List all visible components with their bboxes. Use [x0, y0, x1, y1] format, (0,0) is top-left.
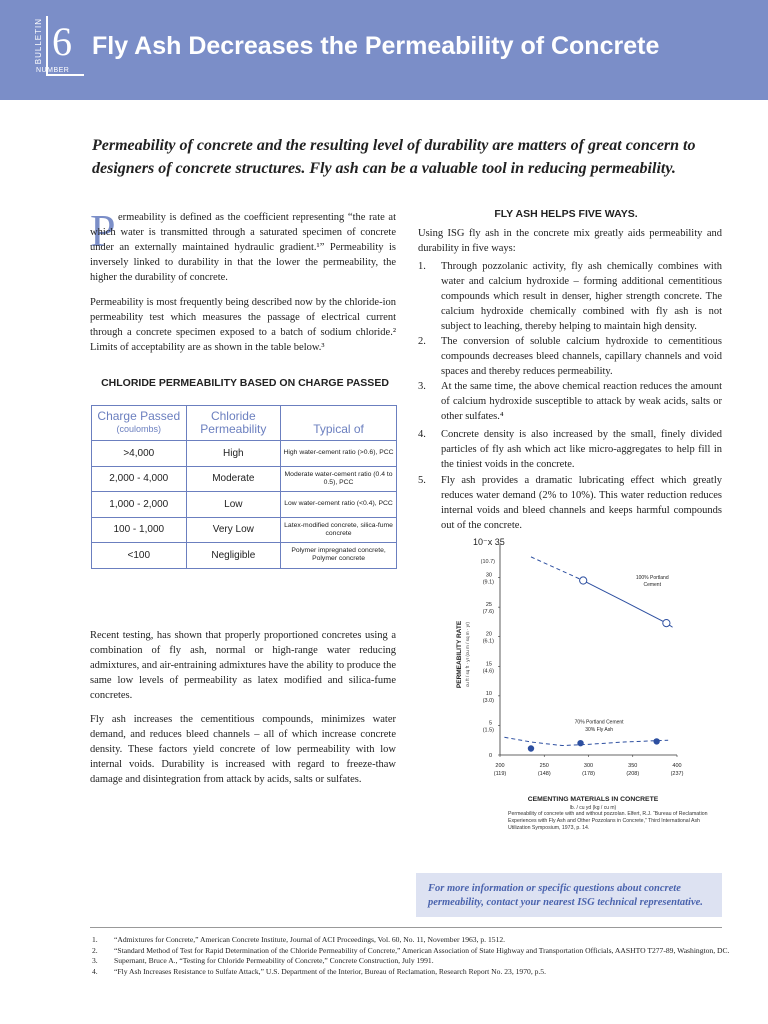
table-cell-permeability: Negligible	[186, 543, 281, 569]
footnote-divider	[90, 927, 722, 928]
table-cell-typical: Polymer impregnated concrete, Polymer concrete	[281, 543, 397, 569]
chart-caption: Permeability of concrete with and without pozzolan. Elfert, R.J. “Bureau of Reclamation Experiences with Fly Ash and Other Pozzolans in Concrete,” Third International Ash Utilization Symposium, 1973, p. 14.	[508, 811, 708, 831]
table-cell-permeability: Low	[186, 492, 281, 518]
table-row	[92, 517, 397, 543]
y-axis-units: cu ft / sq ft · yr (cu m / sq m · yr)	[465, 621, 470, 688]
list-item-text: Through pozzolanic activity, fly ash chemically combines with water and calcium hydroxide – forming additional cementitious compounds which result in denser, higher strength concrete. The calcium hydroxide chemically combined with fly ash is not subject to leaching, thereby helping to maintain high density.	[441, 261, 722, 332]
table-cell-charge: 2,000 - 4,000	[92, 466, 187, 492]
data-point-flyash	[577, 740, 583, 746]
data-point-flyash	[653, 738, 659, 744]
recent-testing-paragraph: Recent testing, has shown that properly proportioned concretes using a combination of fly ash, normal or high-range water reducing admixtures, and air-entraining admixtures have the ability to produce the same low levels of permeability as latex modified and silica-fume concretes.	[90, 630, 396, 701]
list-item-number: 2.	[418, 336, 426, 347]
footnote	[92, 967, 732, 978]
series-label-line: Cement	[643, 581, 661, 588]
x-tick-sublabel: (178)	[582, 771, 595, 777]
y-tick-label: 20	[485, 631, 492, 638]
footnotes	[92, 935, 732, 977]
table-heading: CHLORIDE PERMEABILITY BASED ON CHARGE PASSED	[101, 377, 389, 389]
list-item-text: The conversion of soluble calcium hydroxide to cementitious compounds decreases bleed channels, capillary channels and void spaces and thereby reduces permeability.	[441, 336, 722, 377]
list-item-number: 5.	[418, 475, 426, 486]
header-line: Chloride	[210, 409, 256, 423]
series-line-flyash	[504, 737, 668, 745]
list-item	[418, 473, 722, 533]
x-tick-sublabel: (119)	[493, 771, 507, 777]
table-row	[92, 492, 397, 518]
drop-cap: P	[90, 205, 116, 256]
chloride-permeability-table	[91, 405, 397, 569]
footnote	[92, 946, 732, 957]
y-tick-label: 30	[485, 572, 492, 579]
table-cell-permeability: High	[186, 441, 281, 467]
number-label: NUMBER	[36, 67, 70, 74]
list-item	[418, 259, 722, 334]
footnote-text: “Fly Ash Increases Resistance to Sulfate Attack,” U.S. Department of the Interior, Bureau of Reclamation, Research Report No. 23, 1970, p.5.	[114, 966, 547, 976]
table-cell-charge: >4,000	[92, 441, 187, 467]
page-title: Fly Ash Decreases the Permeability of Concrete	[92, 32, 660, 60]
y-tick-label: 25	[485, 602, 492, 609]
x-tick-sublabel: (237)	[670, 771, 684, 777]
five-ways-heading: FLY ASH HELPS FIVE WAYS.	[494, 208, 638, 220]
y-tick-sublabel: (6.1)	[482, 638, 494, 645]
five-ways-intro: Using ISG fly ash in the concrete mix greatly aids permeability and durability in five ways:	[418, 228, 722, 254]
intro-statement: Permeability of concrete and the resulting level of durability are matters of great concern to designers of concrete structures. Fly ash can be a valuable tool in reducing permeability.	[92, 137, 696, 177]
y-tick-sublabel: (3.0)	[482, 697, 494, 704]
x-axis-label: CEMENTING MATERIALS IN CONCRETE	[527, 796, 659, 803]
header-subline: (coulombs)	[116, 424, 162, 434]
table-row	[92, 543, 397, 569]
series-label-line: 30% Fly Ash	[585, 726, 614, 733]
data-point-portland	[580, 577, 587, 584]
list-item	[418, 427, 722, 472]
chart-top-value-label: (10.7)	[480, 559, 495, 565]
cementitious-paragraph: Fly ash increases the cementitious compounds, minimizes water demand, and reduces bleed channels – all of which increase concrete density. These factors yield concrete of low permeability with low internal voids. Durability is increased with regard to freeze-thaw damage and disintegration from attack by acids, salts or sulfates.	[90, 714, 396, 785]
table-row	[92, 441, 397, 467]
table-cell-charge: 1,000 - 2,000	[92, 492, 187, 518]
footnote-number: 1.	[92, 935, 98, 944]
list-item-text: Concrete density is also increased by the small, finely divided particles of fly ash which act like micro-aggregates to help fill in the tiniest voids in the concrete.	[441, 429, 722, 470]
table-body	[92, 441, 397, 569]
list-item	[418, 334, 722, 379]
x-tick-label: 250	[539, 763, 549, 769]
x-tick-label: 200	[495, 763, 505, 769]
series-line-portland-dashed	[531, 557, 583, 581]
x-tick-sublabel: (208)	[626, 771, 640, 777]
table-cell-permeability: Very Low	[186, 517, 281, 543]
header-line: Permeability	[200, 422, 267, 436]
y-tick-label: 0	[488, 753, 492, 759]
data-point-portland	[663, 620, 670, 627]
bulletin-label: BULLETIN	[34, 18, 43, 65]
x-tick-label: 350	[628, 763, 638, 769]
table-row	[92, 466, 397, 492]
y-tick-sublabel: (9.1)	[482, 579, 494, 586]
footnote-text: “Standard Method of Test for Rapid Determination of the Chloride Permeability of Concrete,” American Association of State Highway and Transportation Officials, AASHTO T277-89, Washington, DC.	[114, 945, 730, 955]
table-cell-typical: Moderate water-cement ratio (0.4 to 0.5), PCC	[281, 466, 397, 492]
list-item-text: Fly ash provides a dramatic lubricating effect which greatly reduces water demand (2% to 10%). This water reduction reduces internal voids and bleed channels and keeps harmful compounds out of the concrete.	[441, 475, 722, 531]
y-tick-sublabel: (4.6)	[482, 668, 494, 675]
definition-paragraph: ermeability is defined as the coefficient representing “the rate at which water is transmitted through a saturated specimen of concrete under an externally maintained hydraulic gradient.¹” Permeability is inversely linked to durability in that the lower the permeability, the higher the durability of concrete.	[90, 212, 396, 283]
footnote-number: 3.	[92, 956, 98, 966]
y-axis-label: PERMEABILITY RATE	[456, 620, 463, 689]
bulletin-number: 6	[52, 19, 72, 64]
header-line: Typical of	[313, 421, 364, 436]
table-cell-charge: <100	[92, 543, 187, 569]
y-tick-label: 5	[488, 720, 492, 727]
header-line: Charge Passed	[97, 409, 181, 423]
list-item	[418, 379, 722, 424]
list-item-number: 1.	[418, 261, 426, 272]
list-item-text: At the same time, the above chemical reaction reduces the amount of calcium hydroxide susceptible to attack by weak acids, salts or other sulfates.⁴	[441, 381, 722, 422]
table-header-typical	[281, 406, 397, 441]
list-item-number: 3.	[418, 381, 426, 392]
footnote-text: “Admixtures for Concrete,” American Concrete Institute, Journal of ACI Proceedings, Vol. 60, No. 11, November 1963, p. 1512.	[114, 935, 506, 944]
y-tick-label: 15	[485, 661, 492, 668]
table-header-permeability	[186, 406, 281, 441]
table-cell-permeability: Moderate	[186, 466, 281, 492]
x-axis-units: lb. / cu yd (kg / cu m)	[569, 805, 617, 811]
y-tick-label: 10	[485, 690, 492, 697]
chloride-test-paragraph: Permeability is most frequently being described now by the chloride-ion permeability test which measures the passage of electrical current through a concrete specimen exposed to a batch of sodium chloride.² Limits of acceptability are as shown in the table below.³	[90, 297, 396, 353]
footnote	[92, 956, 732, 967]
series-label-line: 70% Portland Cement	[574, 719, 624, 726]
table-cell-charge: 100 - 1,000	[92, 517, 187, 543]
x-tick-label: 300	[583, 763, 594, 769]
table-cell-typical: High water-cement ratio (>0.6), PCC	[281, 441, 397, 467]
chart-multiplier-label: 10⁻x 35	[473, 537, 505, 547]
table-header-charge	[92, 406, 187, 441]
y-tick-sublabel: (7.6)	[482, 609, 494, 616]
footnote-number: 2.	[92, 945, 98, 955]
footnote-number: 4.	[92, 966, 98, 976]
data-point-flyash	[528, 745, 534, 751]
table-cell-typical: Latex-modified concrete, silica-fume concrete	[281, 517, 397, 543]
list-item-number: 4.	[418, 429, 426, 440]
contact-callout-text: For more information or specific questions about concrete permeability, contact your nearest ISG technical representative.	[428, 883, 703, 908]
x-tick-sublabel: (148)	[537, 771, 551, 777]
y-tick-sublabel: (1.5)	[482, 727, 494, 734]
x-tick-label: 400	[672, 763, 682, 769]
table-cell-typical: Low water-cement ratio (<0.4), PCC	[281, 492, 397, 518]
footnote	[92, 935, 732, 946]
permeability-chart	[440, 535, 710, 811]
footnote-text: Supernant, Bruce A., “Testing for Chloride Permeability of Concrete,” Concrete Construction, July 1991.	[114, 956, 434, 966]
series-label-line: 100% Portland	[635, 574, 669, 581]
